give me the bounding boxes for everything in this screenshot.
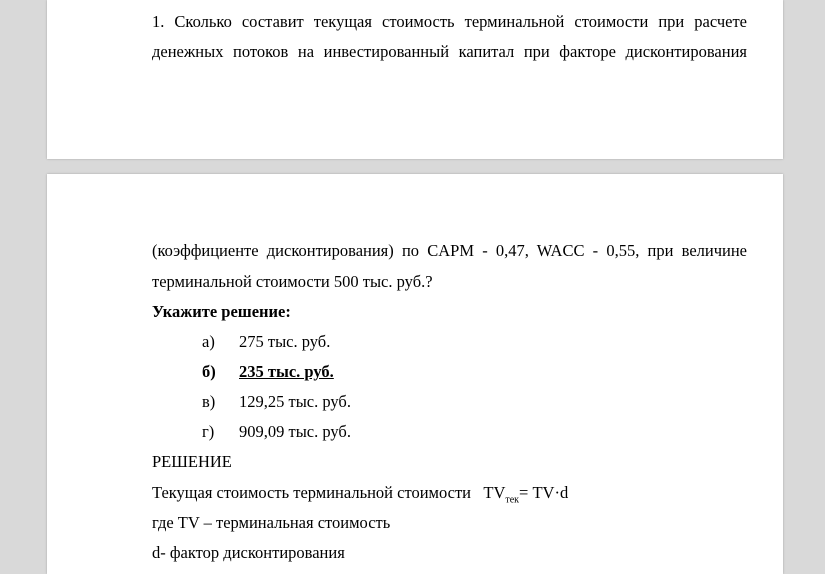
question-line-4: терминальной стоимости 500 тыс. руб.? — [152, 272, 433, 291]
question-line-3: (коэффициенте дисконтирования) по CAPM - 0,47, WACC - 0,55, при величине — [152, 241, 747, 260]
definition-d: d- фактор дисконтирования — [152, 543, 345, 562]
solution-prompt: Укажите решение: — [152, 302, 291, 321]
option-letter: б) — [202, 362, 216, 381]
formula-subscript: тек — [505, 494, 520, 506]
solution-formula — [152, 483, 569, 506]
option-text: 275 тыс. руб. — [239, 332, 331, 351]
solution-heading: РЕШЕНИЕ — [152, 452, 232, 471]
definition-tv: где TV – терминальная стоимость — [152, 513, 391, 532]
option-letter: г) — [202, 422, 215, 441]
document-page-1 — [47, 0, 783, 159]
option-letter: в) — [202, 392, 216, 411]
option-letter: а) — [202, 332, 215, 351]
formula-tv: TV — [483, 483, 506, 502]
question-line-2: денежных потоков на инвестированный капитал при факторе дисконтирования — [152, 42, 747, 61]
option-text: 909,09 тыс. руб. — [239, 422, 351, 441]
question-line-1: 1. Сколько составит текущая стоимость терминальной стоимости при расчете — [152, 12, 747, 31]
option-text: 129,25 тыс. руб. — [239, 392, 351, 411]
formula-label: Текущая стоимость терминальной стоимости — [152, 483, 471, 502]
document-page-2 — [47, 174, 783, 574]
option-text-correct: 235 тыс. руб. — [239, 362, 334, 381]
formula-rhs: = TV·d — [519, 483, 569, 502]
